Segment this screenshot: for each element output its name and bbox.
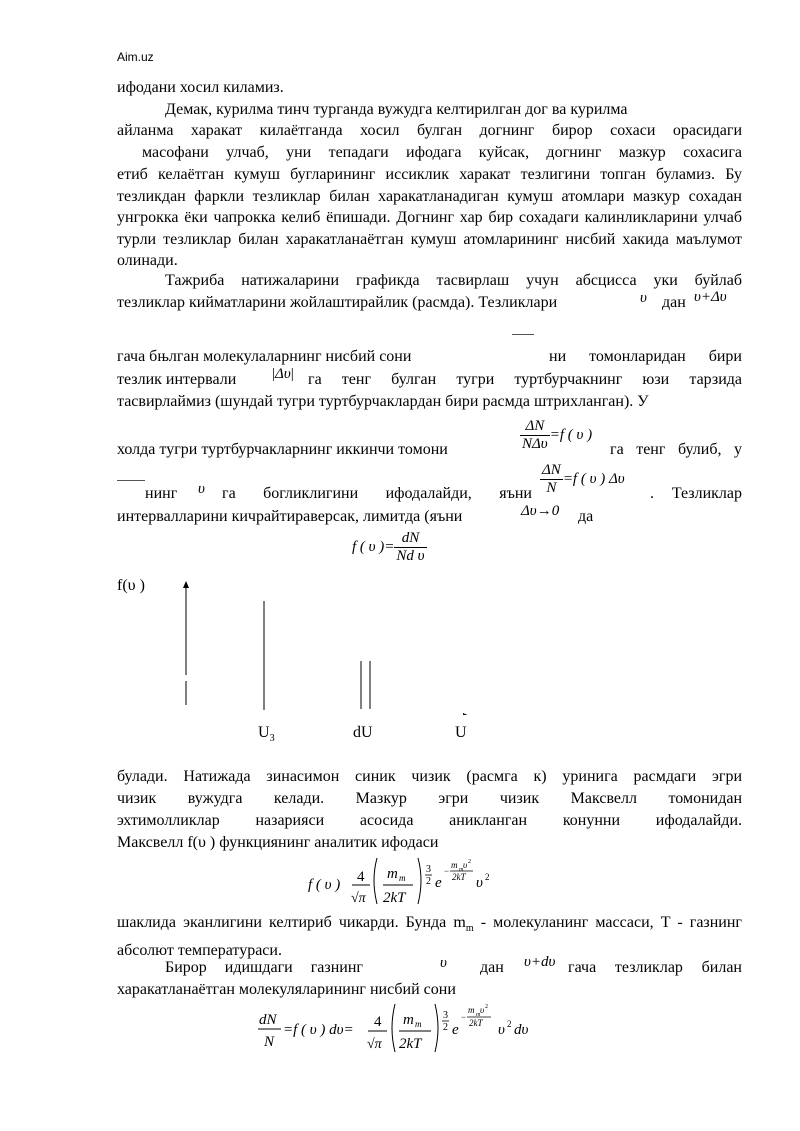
distribution-formula [255,996,545,1056]
exp-three: 3 [443,1010,448,1021]
text-line: ифодани хосил киламиз. [117,79,284,96]
four: 4 [374,1014,382,1030]
text-line: харакатланаётган молекуляларининг нисбий сони [117,981,456,998]
exp-two: 2 [426,876,431,887]
maxwell-formula [305,848,515,910]
exp-u: υ [463,860,468,870]
paren-left [392,1004,395,1052]
two-kt: 2kT [383,890,406,906]
text-fragment: дан [662,294,686,311]
sqrt-pi: √π [351,891,366,906]
exp-2kt: 2kT [469,1018,483,1028]
text-fragment: га богликлигини ифодалайди, яъни [222,485,532,502]
math-upsilon: υ [640,290,647,306]
graph-tick-du: dU [353,724,373,741]
placeholder-rule [512,334,534,335]
placeholder-rule [117,480,145,481]
math-upsilon: υ [198,481,205,497]
mass-m: m [403,1012,414,1028]
exp-m-sub: m [476,1012,481,1018]
velocity-graph [170,575,480,715]
dn: dN [259,1012,277,1028]
text-fragment: Бирор идишдаги газнинг [165,959,363,976]
paren-right [418,858,421,904]
text-fragment: . Тезликлар [650,485,742,502]
two-kt: 2kT [399,1036,422,1052]
text-fragment: гача тезликлар билан [568,959,742,976]
text-line: айланма харакат килаётганда хосил булган догнинг бирор сохаси орасидаги [117,122,742,139]
maxwell-four: 4 [357,869,365,885]
paren-right [435,1004,438,1052]
paragraph: шаклида эканлигини келтириб чикарди. Бунда $m_m$ - молекуланинг массаси, T - газнинг абсолют температураси. [117,914,742,959]
exp-two: 2 [443,1022,448,1033]
text-line: булади. Натижада зинасимон синик чизик (расмга к) уринига расмдаги эгри [117,768,742,785]
math-dn-ndu: $\frac{\Delta N}{\text{NΔυ}}$ =f ( υ ) [522,418,593,452]
text-fragment: дан [480,959,504,976]
math-limit: Δυ→0 [521,503,560,519]
math-u-plus-du: υ+dυ [524,954,556,970]
sqrt-pi: √π [367,1037,382,1052]
mass-sub: m [399,873,406,883]
text-fragment: га тенг булган тугри туртбурчакнинг юзи тарзида [308,371,742,388]
u-factor-sq: 2 [507,1019,512,1029]
u-factor: υ [498,1022,505,1038]
exp-u-sq: 2 [485,1004,488,1010]
math-dn-n: $\frac{\Delta N}{N}$ =f ( υ ) Δυ [542,462,625,496]
graph-tick-u: U [455,724,467,741]
maxwell-lhs: f ( υ ) [308,877,341,893]
u-factor: υ [476,875,483,891]
graph-y-label: f(υ ) [117,577,145,594]
page-header: Aim.uz [117,50,154,64]
math-interval: |Δυ| [272,366,294,382]
exp-u: υ [480,1005,485,1015]
text-line: эхтимолликлар назарияси асосида аникланган конунни ифодалайди. [117,812,742,829]
y-axis-arrow [183,581,189,588]
exp-three: 3 [426,864,431,875]
text-fragment: холда тугри туртбурчакларнинг иккинчи томони [117,441,448,458]
text-fragment: нинг [145,485,178,502]
exp-minus: − [461,1012,467,1022]
text-line: чизик вужудга келади. Мазкур эгри чизик Максвелл томонидан [117,790,742,807]
exp-2kt: 2kT [452,872,466,882]
paragraph: етиб келаётган кумуш бугларининг иссиклик харакат тезлигини топган буламиз. Бу тезликдан фаркли тезликлар билан харакатланадиган кумуш атомлари мазкур сохадан унгрокка ёки чапрокка келиб ёпишади. Догнинг хар бир сохадаги калинликларини улчаб турли тезликлар билан харакатланаётган кумуш атомларининг нисбий хакида маълумот олинади. [117,166,742,269]
text-line: масофани улчаб, уни тепадаги ифодага куйсак, догнинг мазкур сохасига [142,144,742,161]
eq-fu-du: =f ( υ ) dυ= [283,1022,354,1038]
text-line: гача бњлган молекулаларнинг нисбий сони [117,348,412,365]
math-u-plus-du: υ+Δυ [694,289,727,305]
paren-left [374,858,377,904]
exp-u-sq: 2 [468,859,471,865]
math-upsilon: υ [440,955,447,971]
u-factor-sq: 2 [485,872,490,882]
exp-base: e [435,875,442,891]
exp-m-sub: m [459,867,464,873]
exp-base: e [452,1022,459,1038]
math-f-definition: f ( υ )= $\frac{dN}{\text{Nd υ}}$ [352,530,425,564]
exp-minus: − [444,866,450,876]
text-line: Демак, курилма тинч турганда вужудга келтирилган дог ва курилма [165,101,628,118]
text-fragment: да [578,508,594,525]
du-tail: dυ [514,1022,529,1038]
mass-sub: m [415,1019,422,1029]
mass-m: m [387,866,398,882]
text-line: Тажриба натижаларини графикда тасвирлаш учун абсцисса уки буйлаб [165,272,742,289]
graph-tick-u3: $U_3$ [258,724,275,745]
text-fragment: тезлик интервали [117,371,237,388]
text-line: тасвирлаймиз (шундай тугри туртбурчаклардан бири расмда штрихланган). У [117,393,649,410]
exp-m: m [451,860,458,870]
n: N [264,1034,275,1050]
exp-m: m [468,1005,475,1015]
x-axis-arrow [463,713,470,715]
text-line: Максвелл f(υ ) функциянинг аналитик ифодаси [117,834,439,851]
text-fragment: интервалларини кичрайтираверсак, лимитда (яъни [117,508,463,525]
text-fragment: ни томонларидан бири [549,348,742,365]
text-fragment: га тенг булиб, у [610,441,742,458]
text-line: тезликлар кийматларини жойлаштирайлик (расмда). Тезликлари [117,294,558,311]
